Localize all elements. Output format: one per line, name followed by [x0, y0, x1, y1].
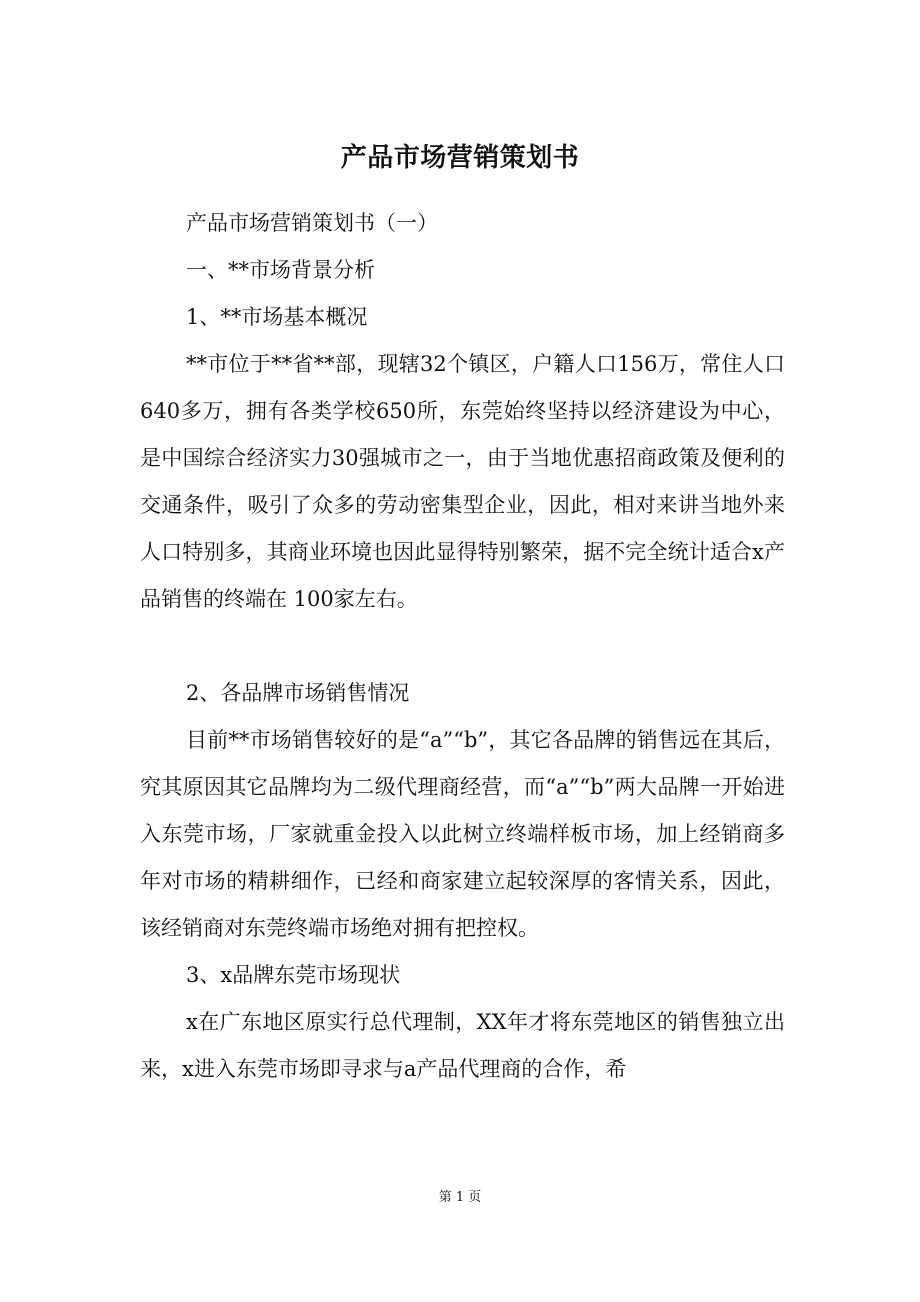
subsection-heading: 1、**市场基本概况 [186, 305, 368, 329]
document-title: 产品市场营销策划书 [340, 143, 580, 173]
document-body [140, 200, 785, 1093]
body-paragraph: 目前**市场销售较好的是“a”“b”，其它各品牌的销售远在其后，究其原因其它品牌均为二级代理商经营，而“a”“b”两大品牌一开始进入东莞市场，厂家就重金投入以此树立终端样板市场，加上经销商多年对市场的精耕细作，已经和商家建立起较深厚的客情关系，因此，该经销商对东莞终端市场绝对拥有把控权。 [140, 728, 785, 940]
subtitle-paragraph: 产品市场营销策划书（一） [186, 211, 438, 235]
paragraph-spacer [140, 623, 785, 670]
subsection-heading: 3、x品牌东莞市场现状 [186, 963, 401, 987]
section-heading: 一、**市场背景分析 [186, 258, 375, 282]
body-paragraph: **市位于**省**部，现辖32个镇区，户籍人口156万，常住人口640多万，拥有各类学校650所，东莞始终坚持以经济建设为中心，是中国综合经济实力30强城市之一，由于当地优惠招商政策及便利的交通条件，吸引了众多的劳动密集型企业，因此，相对来讲当地外来人口特别多，其商业环境也因此显得特别繁荣，据不完全统计适合x产品销售的终端在 100家左右。 [140, 352, 785, 611]
body-paragraph: x在广东地区原实行总代理制，XX年才将东莞地区的销售独立出来，x进入东莞市场即寻求与a产品代理商的合作，希 [140, 1010, 785, 1081]
page-number: 第 1 页 [438, 1190, 482, 1205]
subsection-heading: 2、各品牌市场销售情况 [186, 681, 410, 705]
